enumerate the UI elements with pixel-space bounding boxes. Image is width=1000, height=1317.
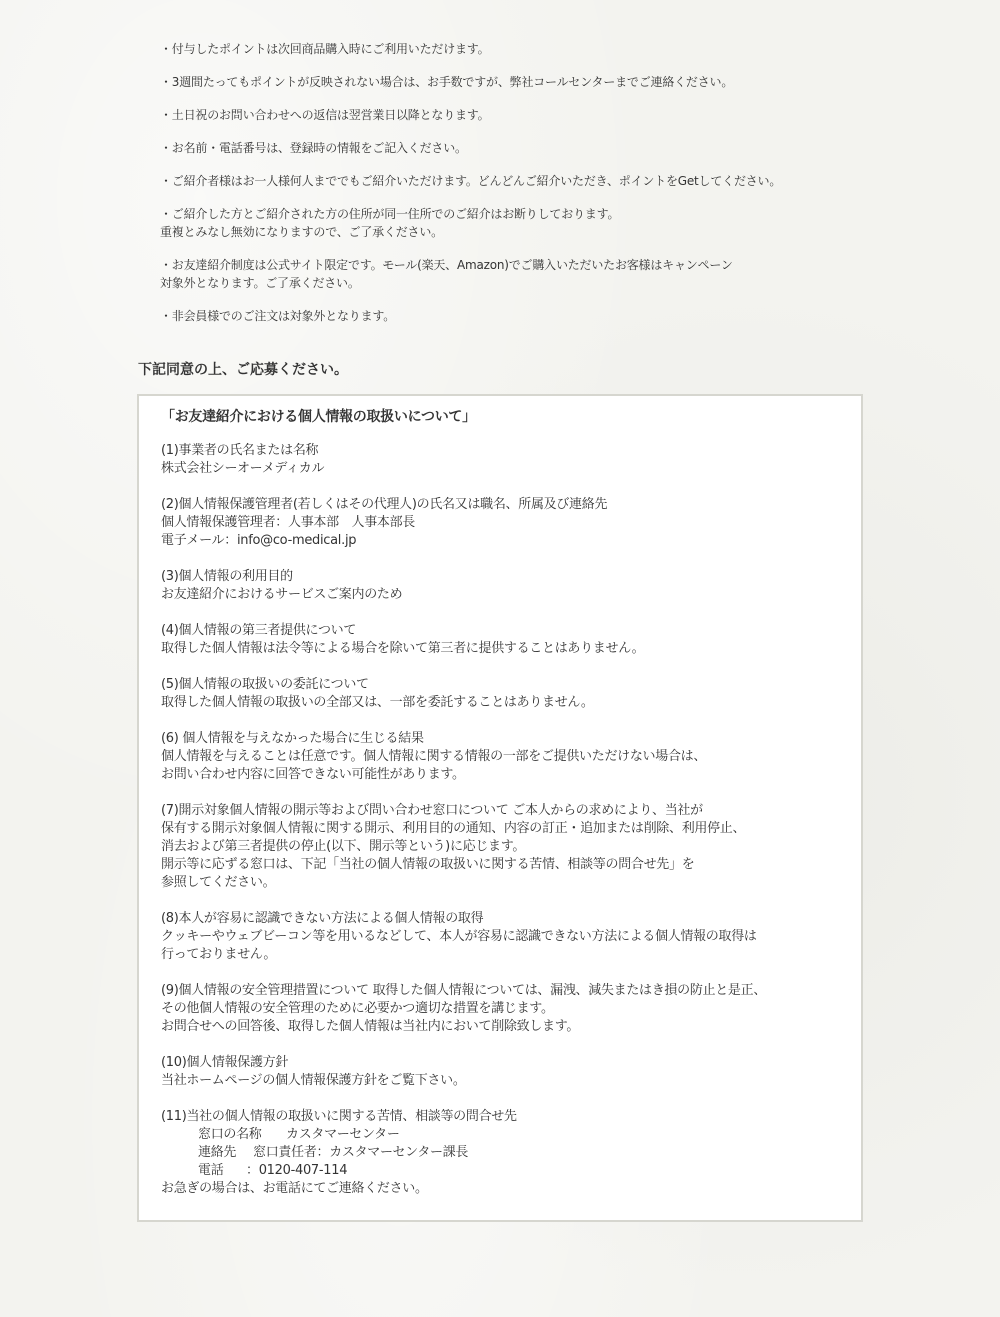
- section-heading: (2)個人情報保護管理者(若しくはその代理人)の氏名又は職名、所属及び連絡先: [161, 497, 608, 512]
- section-heading: (7)開示対象個人情報の開示等および問い合わせ窓口について ご本人からの求めにより、当社が: [161, 803, 703, 818]
- contact-person-row: [161, 1144, 861, 1162]
- section-body: 保有する開示対象個人情報に関する開示、利用目的の通知、内容の訂正・追加または削除、利用停止、 消去および第三者提供の停止(以下、開示等という)に応じます。 開示等に応ずる窓口は、下記「当社の個人情報の取扱いに関する苦情、相談等の問合せ先」を 参照してください。: [161, 821, 746, 890]
- note-name-phone: ・お名前・電話番号は、登録時の情報をご記入ください。: [160, 141, 467, 155]
- contact-window-label: 窓口の名称: [198, 1127, 262, 1142]
- section-body: 株式会社シーオーメディカル: [161, 461, 325, 476]
- section-body: お友達紹介におけるサービスご案内のため: [161, 587, 403, 602]
- note-points-usage: ・付与したポイントは次回商品購入時にご利用いただけます。: [160, 42, 490, 56]
- contact-closing: お急ぎの場合は、お電話にてご連絡ください。: [161, 1181, 428, 1196]
- note-official-site-only: ・お友達紹介制度は公式サイト限定です。モール(楽天、Amazon)でご購入いただいたお客様はキャンペーン 対象外となります。ご了承ください。: [160, 258, 733, 290]
- privacy-section-5: [161, 676, 861, 712]
- privacy-section-10: [161, 1054, 861, 1090]
- contact-person-label: 連絡先: [198, 1145, 237, 1160]
- section-body: 取得した個人情報は法令等による場合を除いて第三者に提供することはありません。: [161, 641, 645, 656]
- contact-phone-label: 電話: [198, 1163, 224, 1178]
- section-heading: (10)個人情報保護方針: [161, 1055, 289, 1070]
- section-heading: (9)個人情報の安全管理措置について 取得した個人情報については、漏洩、減失またはき損の防止と是正、: [161, 983, 767, 998]
- section-body: 個人情報を与えることは任意です。個人情報に関する情報の一部をご提供いただけない場合は、 お問い合わせ内容に回答できない可能性があります。: [161, 749, 707, 782]
- notes-list: [160, 40, 880, 340]
- contact-phone-value: ：0120-407-114: [246, 1163, 348, 1178]
- section-heading: (1)事業者の氏名または名称: [161, 443, 319, 458]
- section-heading: (3)個人情報の利用目的: [161, 569, 293, 584]
- section-body: クッキーやウェブビーコン等を用いるなどして、本人が容易に認識できない方法による個人情報の取得は 行っておりません。: [161, 929, 757, 962]
- privacy-title: 「お友達紹介における個人情報の取扱いについて」: [161, 409, 476, 425]
- privacy-section-6: [161, 730, 861, 784]
- privacy-section-8: [161, 910, 861, 964]
- contact-heading: (11)当社の個人情報の取扱いに関する苦情、相談等の問合せ先: [161, 1109, 517, 1124]
- privacy-section-7: [161, 802, 861, 892]
- note-unlimited-referrals: ・ご紹介者様はお一人様何人まででもご紹介いただけます。どんどんご紹介いただき、ポイントをGetしてください。: [160, 174, 782, 188]
- section-body: 取得した個人情報の取扱いの全部又は、一部を委託することはありません。: [161, 695, 594, 710]
- privacy-section-2: [161, 496, 861, 550]
- note-same-address: ・ご紹介した方とご紹介された方の住所が同一住所でのご紹介はお断りしております。 重複とみなし無効になりますので、ご了承ください。: [160, 207, 620, 239]
- section-body: 当社ホームページの個人情報保護方針をご覧下さい。: [161, 1073, 466, 1088]
- agree-heading: 下記同意の上、ご応募ください。: [138, 362, 348, 378]
- privacy-section-4: [161, 622, 861, 658]
- contact-phone-row: [161, 1162, 861, 1180]
- privacy-section-9: [161, 982, 861, 1036]
- privacy-section-11-contact: [161, 1108, 861, 1198]
- note-points-delay: ・3週間たってもポイントが反映されない場合は、お手数ですが、弊社コールセンターまでご連絡ください。: [160, 75, 734, 89]
- note-weekend-reply: ・土日祝のお問い合わせへの返信は翌営業日以降となります。: [160, 108, 490, 122]
- section-heading: (4)個人情報の第三者提供について: [161, 623, 357, 638]
- privacy-policy-box: [137, 394, 863, 1222]
- section-heading: (8)本人が容易に認識できない方法による個人情報の取得: [161, 911, 484, 926]
- section-body: その他個人情報の安全管理のために必要かつ適切な措置を講じます。 お問合せへの回答後、取得した個人情報は当社内において削除致します。: [161, 1001, 580, 1034]
- section-heading: (6) 個人情報を与えなかった場合に生じる結果: [161, 731, 424, 746]
- privacy-section-3: [161, 568, 861, 604]
- contact-window-row: [161, 1126, 861, 1144]
- note-non-member: ・非会員様でのご注文は対象外となります。: [160, 309, 396, 323]
- contact-person-value: 窓口責任者：カスタマーセンター課長: [253, 1145, 469, 1160]
- contact-window-value: カスタマーセンター: [286, 1127, 400, 1142]
- section-body: 個人情報保護管理者：人事本部 人事本部長 電子メール：info@co-medical.jp: [161, 515, 416, 548]
- privacy-section-1: [161, 442, 861, 478]
- section-heading: (5)個人情報の取扱いの委託について: [161, 677, 369, 692]
